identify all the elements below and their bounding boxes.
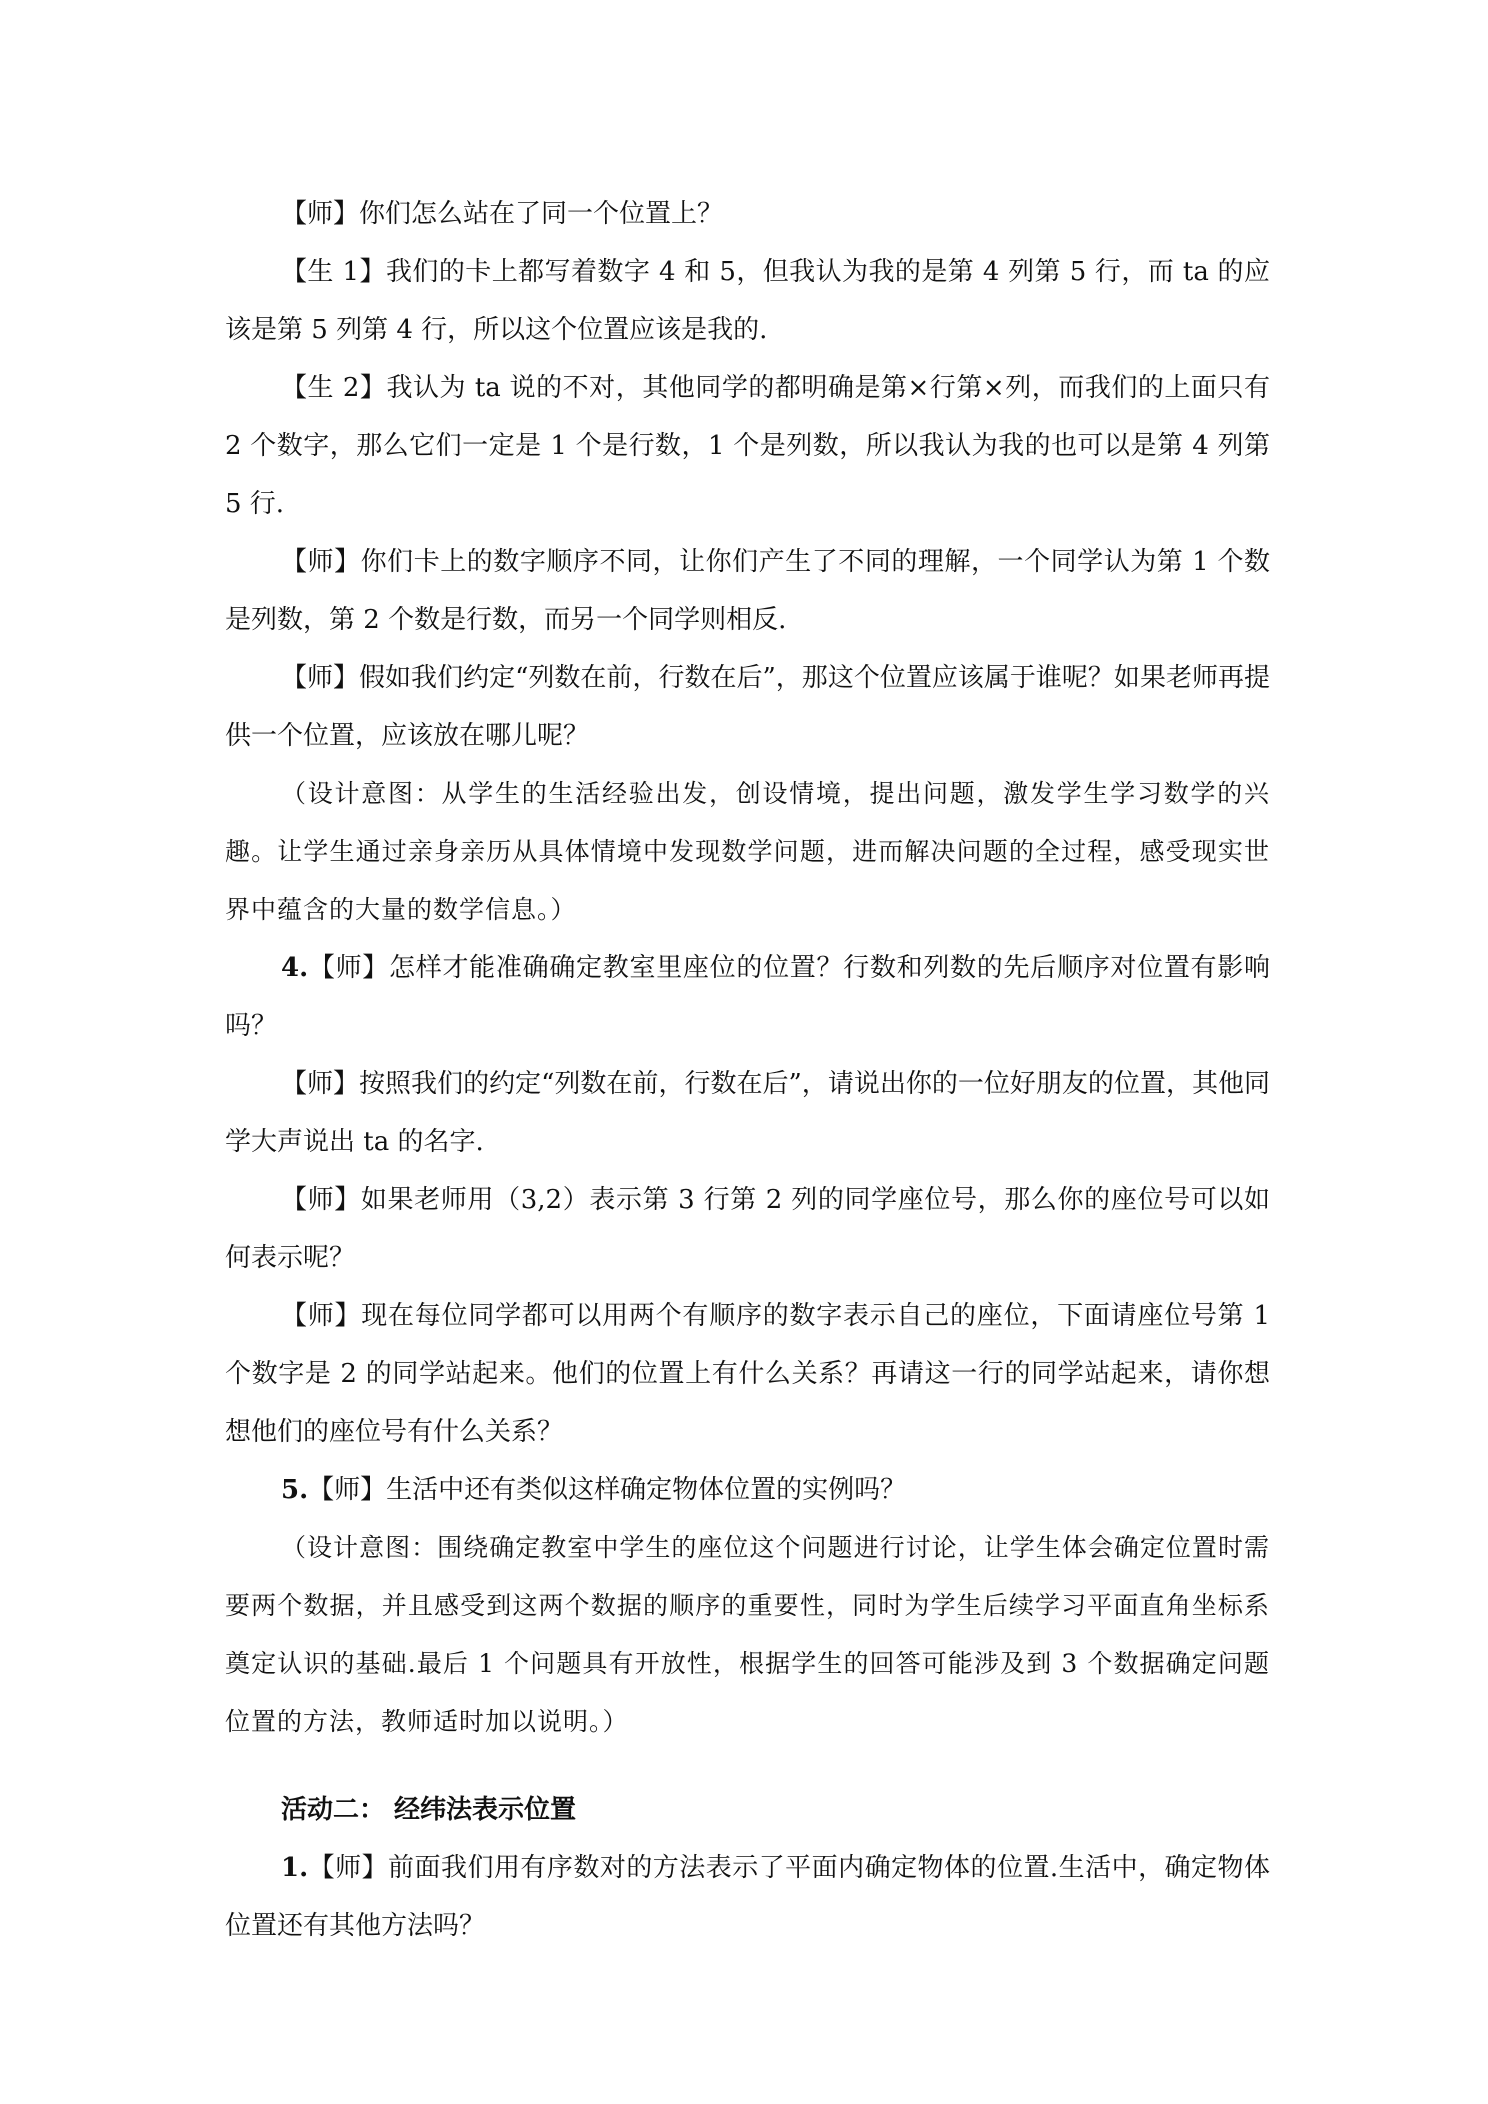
- dialogue-teacher-convention: [225, 649, 1270, 765]
- dialogue-teacher-friend-position: [225, 1055, 1270, 1171]
- section-heading-activity-2: [225, 1781, 1270, 1839]
- heading-text: 活动二： 经纬法表示位置: [281, 1795, 577, 1825]
- dialogue-teacher-stand-up: [225, 1287, 1270, 1461]
- numbered-item-4: [225, 939, 1270, 1055]
- paragraph-text: （设计意图：从学生的生活经验出发，创设情境，提出问题，激发学生学习数学的兴趣。让学生通过亲身亲历从具体情境中发现数学问题，进而解决问题的全过程，感受现实世界中蕴含的大量的数学信息。）: [225, 779, 1270, 924]
- item-number: 5.: [281, 1475, 309, 1505]
- paragraph-text: 【师】你们卡上的数字顺序不同，让你们产生了不同的理解，一个同学认为第 1 个数是列数，第 2 个数是行数，而另一个同学则相反.: [225, 547, 1270, 635]
- dialogue-teacher-question: [225, 185, 1270, 243]
- numbered-item-1: [225, 1839, 1270, 1955]
- paragraph-text: 【生 1】我们的卡上都写着数字 4 和 5，但我认为我的是第 4 列第 5 行，而 ta 的应该是第 5 列第 4 行，所以这个位置应该是我的.: [225, 257, 1270, 345]
- numbered-item-5: [225, 1461, 1270, 1519]
- dialogue-student-2: [225, 359, 1270, 533]
- paragraph-text: 【师】现在每位同学都可以用两个有顺序的数字表示自己的座位，下面请座位号第 1 个数字是 2 的同学站起来。他们的位置上有什么关系？再请这一行的同学站起来，请你想想他们的座位号有什么关系？: [225, 1301, 1270, 1447]
- paragraph-text: 【生 2】我认为 ta 说的不对，其他同学的都明确是第×行第×列，而我们的上面只有 2 个数字，那么它们一定是 1 个是行数，1 个是列数，所以我认为我的也可以是第 4 列第 5 行.: [225, 373, 1270, 519]
- paragraph-text: 【师】按照我们的约定“列数在前，行数在后”，请说出你的一位好朋友的位置，其他同学大声说出 ta 的名字.: [225, 1069, 1270, 1157]
- dialogue-teacher-explanation: [225, 533, 1270, 649]
- dialogue-student-1: [225, 243, 1270, 359]
- paragraph-text: （设计意图：围绕确定教室中学生的座位这个问题进行讨论，让学生体会确定位置时需要两个数据，并且感受到这两个数据的顺序的重要性，同时为学生后续学习平面直角坐标系奠定认识的基础.最后 1 个问题具有开放性，根据学生的回答可能涉及到 3 个数据确定问题位置的方法，教师适时加以说明。）: [225, 1533, 1270, 1736]
- design-intent-note-1: [225, 765, 1270, 939]
- item-number: 1.: [281, 1853, 309, 1883]
- paragraph-text: 【师】怎样才能准确确定教室里座位的位置？行数和列数的先后顺序对位置有影响吗？: [225, 953, 1270, 1041]
- paragraph-text: 【师】假如我们约定“列数在前，行数在后”，那这个位置应该属于谁呢？如果老师再提供一个位置，应该放在哪儿呢？: [225, 663, 1270, 751]
- paragraph-text: 【师】前面我们用有序数对的方法表示了平面内确定物体的位置.生活中，确定物体位置还有其他方法吗？: [225, 1853, 1270, 1941]
- paragraph-text: 【师】如果老师用（3,2）表示第 3 行第 2 列的同学座位号，那么你的座位号可以如何表示呢？: [225, 1185, 1270, 1273]
- paragraph-text: 【师】你们怎么站在了同一个位置上？: [281, 199, 724, 229]
- item-number: 4.: [281, 953, 309, 983]
- paragraph-text: 【师】生活中还有类似这样确定物体位置的实例吗？: [308, 1475, 907, 1505]
- dialogue-teacher-seat-number: [225, 1171, 1270, 1287]
- design-intent-note-2: [225, 1519, 1270, 1751]
- document-body: [225, 185, 1270, 1955]
